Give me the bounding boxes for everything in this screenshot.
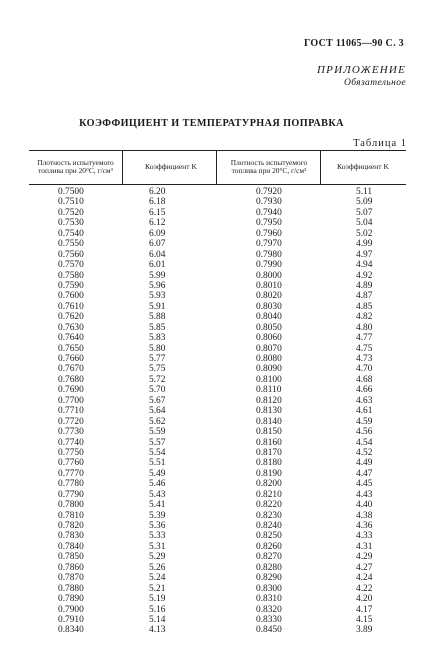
density-cell: 0.7760 (58, 458, 84, 469)
coefficient-cell: 4.47 (356, 468, 373, 479)
coefficient-cell: 4.29 (356, 552, 373, 563)
coefficient-cell: 5.33 (149, 531, 166, 542)
density-cell: 0.7830 (58, 531, 84, 542)
density-cell: 0.8110 (256, 385, 282, 396)
density-cell: 0.7580 (58, 270, 84, 281)
density-cell: 0.8240 (256, 521, 282, 531)
density-cell: 0.7820 (58, 521, 84, 531)
density-cell: 0.8060 (256, 333, 282, 344)
density-cell: 0.7510 (58, 197, 84, 208)
coefficient-cell: 6.01 (149, 260, 166, 271)
density-cell: 0.8040 (256, 312, 282, 323)
coefficient-cell: 5.09 (356, 197, 373, 208)
coefficient-cell: 4.36 (356, 521, 373, 531)
coefficient-cell: 4.75 (356, 343, 373, 354)
coefficient-cell: 5.80 (149, 343, 166, 354)
coefficient-cell: 5.70 (149, 385, 166, 396)
density-cell: 0.8150 (256, 427, 282, 438)
density-cell: 0.7920 (256, 187, 282, 197)
document-id: ГОСТ 11065—90 С. 3 (304, 38, 404, 49)
coefficient-cell: 3.89 (356, 625, 373, 636)
column-divider (320, 150, 321, 184)
density-cell: 0.8130 (256, 406, 282, 417)
density-column-left (58, 187, 84, 636)
coefficient-cell: 6.04 (149, 249, 166, 260)
density-cell: 0.7810 (58, 510, 84, 521)
density-cell: 0.8070 (256, 343, 282, 354)
density-cell: 0.7870 (58, 573, 84, 584)
density-cell: 0.8090 (256, 364, 282, 375)
density-cell: 0.7850 (58, 552, 84, 563)
density-cell: 0.7610 (58, 301, 84, 312)
density-cell: 0.7950 (256, 218, 282, 229)
coefficient-cell: 4.56 (356, 427, 373, 438)
coefficient-cell: 5.41 (149, 500, 166, 511)
coefficient-cell: 5.51 (149, 458, 166, 469)
density-cell: 0.8050 (256, 322, 282, 333)
density-cell: 0.7770 (58, 468, 84, 479)
coefficient-cell: 4.52 (356, 447, 373, 458)
density-cell: 0.7710 (58, 406, 84, 417)
density-cell: 0.7680 (58, 374, 84, 385)
density-cell: 0.7540 (58, 228, 84, 239)
coefficient-cell: 4.20 (356, 594, 373, 605)
density-cell: 0.7600 (58, 291, 84, 302)
coefficient-cell: 4.85 (356, 301, 373, 312)
coefficient-cell: 6.15 (149, 207, 166, 218)
density-cell: 0.7690 (58, 385, 84, 396)
coefficient-cell: 4.38 (356, 510, 373, 521)
coefficient-cell: 5.11 (356, 187, 373, 197)
header-density-left: Плотность испытуемого топлива при 20°С, г/см³ (37, 157, 114, 175)
coefficient-cell: 5.07 (356, 207, 373, 218)
coefficient-cell: 4.22 (356, 583, 373, 594)
table-header-rule (29, 184, 406, 185)
density-cell: 0.7980 (256, 249, 282, 260)
density-cell: 0.8220 (256, 500, 282, 511)
density-cell: 0.7910 (58, 614, 84, 625)
density-cell: 0.7590 (58, 280, 84, 291)
coefficient-cell: 4.89 (356, 280, 373, 291)
coefficient-cell: 4.49 (356, 458, 373, 469)
coefficient-cell: 5.02 (356, 228, 373, 239)
density-cell: 0.8170 (256, 447, 282, 458)
density-cell: 0.8330 (256, 614, 282, 625)
column-divider (122, 150, 123, 184)
coefficient-cell: 4.61 (356, 406, 373, 417)
coefficient-cell: 4.27 (356, 562, 373, 573)
coefficient-cell: 4.54 (356, 437, 373, 448)
density-cell: 0.7990 (256, 260, 282, 271)
header-density-right: Плотность испытуемого топлива при 20°С, г/см³ (230, 157, 308, 175)
density-cell: 0.8140 (256, 416, 282, 427)
coefficient-cell: 5.21 (149, 583, 166, 594)
density-cell: 0.7620 (58, 312, 84, 323)
density-cell: 0.8180 (256, 458, 282, 469)
coefficient-cell: 5.59 (149, 427, 166, 438)
density-cell: 0.7930 (256, 197, 282, 208)
coefficient-cell: 5.29 (149, 552, 166, 563)
density-cell: 0.7660 (58, 354, 84, 364)
appendix-title: ПРИЛОЖЕНИЕ (317, 64, 406, 76)
density-cell: 0.8270 (256, 552, 282, 563)
page-title: КОЭФФИЦИЕНТ И ТЕМПЕРАТУРНАЯ ПОПРАВКА (79, 118, 344, 129)
density-cell: 0.7970 (256, 239, 282, 250)
column-divider (216, 150, 217, 184)
coefficient-cell: 4.92 (356, 270, 373, 281)
density-cell: 0.7670 (58, 364, 84, 375)
coefficient-column-right (356, 187, 372, 636)
density-cell: 0.7880 (58, 583, 84, 594)
density-cell: 0.7560 (58, 249, 84, 260)
coefficient-cell: 5.75 (149, 364, 166, 375)
coefficient-cell: 4.59 (356, 416, 373, 427)
coefficient-cell: 5.57 (149, 437, 166, 448)
appendix-block (317, 64, 406, 90)
coefficient-cell: 4.40 (356, 500, 373, 511)
coefficient-cell: 4.13 (149, 625, 166, 636)
coefficient-cell: 4.33 (356, 531, 373, 542)
density-cell: 0.8310 (256, 594, 282, 605)
coefficient-cell: 6.18 (149, 197, 166, 208)
density-cell: 0.7960 (256, 228, 282, 239)
coefficient-cell: 4.97 (356, 249, 373, 260)
coefficient-cell: 5.72 (149, 374, 166, 385)
density-cell: 0.7550 (58, 239, 84, 250)
coefficient-cell: 5.88 (149, 312, 166, 323)
density-cell: 0.8250 (256, 531, 282, 542)
density-cell: 0.8020 (256, 291, 282, 302)
coefficient-cell: 5.49 (149, 468, 166, 479)
density-cell: 0.8120 (256, 395, 282, 406)
density-cell: 0.7840 (58, 541, 84, 552)
coefficient-cell: 4.45 (356, 479, 373, 490)
density-cell: 0.7750 (58, 447, 84, 458)
coefficient-cell: 5.64 (149, 406, 166, 417)
density-cell: 0.8000 (256, 270, 282, 281)
density-cell: 0.8080 (256, 354, 282, 364)
density-cell: 0.8010 (256, 280, 282, 291)
coefficient-cell: 4.31 (356, 541, 373, 552)
coefficient-cell: 4.70 (356, 364, 373, 375)
coefficient-cell: 5.24 (149, 573, 166, 584)
coefficient-cell: 4.24 (356, 573, 373, 584)
coefficient-cell: 6.20 (149, 187, 166, 197)
density-cell: 0.8280 (256, 562, 282, 573)
density-cell: 0.7800 (58, 500, 84, 511)
coefficient-cell: 5.96 (149, 280, 166, 291)
coefficient-cell: 5.54 (149, 447, 166, 458)
density-cell: 0.7650 (58, 343, 84, 354)
coefficient-cell: 5.19 (149, 594, 166, 605)
density-cell: 0.7890 (58, 594, 84, 605)
density-cell: 0.7940 (256, 207, 282, 218)
coefficient-column-left (149, 187, 165, 636)
coefficient-cell: 5.31 (149, 541, 166, 552)
coefficient-cell: 5.67 (149, 395, 166, 406)
density-cell: 0.7640 (58, 333, 84, 344)
coefficient-cell: 6.09 (149, 228, 166, 239)
coefficient-cell: 5.39 (149, 510, 166, 521)
density-cell: 0.7570 (58, 260, 84, 271)
coefficient-cell: 6.12 (149, 218, 166, 229)
header-coefficient-right: Коэффициент K (337, 161, 389, 171)
coefficient-cell: 5.62 (149, 416, 166, 427)
coefficient-cell: 5.36 (149, 521, 166, 531)
coefficient-cell: 4.99 (356, 239, 373, 250)
density-cell: 0.8290 (256, 573, 282, 584)
coefficient-cell: 5.46 (149, 479, 166, 490)
coefficient-cell: 4.68 (356, 374, 373, 385)
density-cell: 0.7730 (58, 427, 84, 438)
density-cell: 0.7900 (58, 604, 84, 615)
density-cell: 0.8260 (256, 541, 282, 552)
density-cell: 0.8300 (256, 583, 282, 594)
table-label: Таблица 1 (353, 138, 407, 149)
coefficient-cell: 4.73 (356, 354, 373, 364)
density-cell: 0.8200 (256, 479, 282, 490)
density-cell: 0.8450 (256, 625, 282, 636)
coefficient-cell: 5.85 (149, 322, 166, 333)
coefficient-cell: 4.80 (356, 322, 373, 333)
coefficient-cell: 5.77 (149, 354, 166, 364)
density-cell: 0.8340 (58, 625, 84, 636)
coefficient-cell: 5.14 (149, 614, 166, 625)
coefficient-cell: 5.16 (149, 604, 166, 615)
density-cell: 0.8100 (256, 374, 282, 385)
density-cell: 0.7780 (58, 479, 84, 490)
density-cell: 0.7700 (58, 395, 84, 406)
coefficient-cell: 4.66 (356, 385, 373, 396)
coefficient-cell: 4.15 (356, 614, 373, 625)
coefficient-cell: 4.77 (356, 333, 373, 344)
coefficient-cell: 4.94 (356, 260, 373, 271)
density-cell: 0.8160 (256, 437, 282, 448)
density-cell: 0.8320 (256, 604, 282, 615)
density-cell: 0.8210 (256, 489, 282, 500)
coefficient-cell: 6.07 (149, 239, 166, 250)
coefficient-cell: 5.99 (149, 270, 166, 281)
coefficient-cell: 4.82 (356, 312, 373, 323)
appendix-status: Обязательное (343, 78, 406, 88)
density-cell: 0.8030 (256, 301, 282, 312)
header-coefficient-left: Коэффициент K (145, 161, 197, 171)
coefficient-cell: 4.17 (356, 604, 373, 615)
coefficient-cell: 5.04 (356, 218, 373, 229)
density-column-right (256, 187, 282, 636)
density-cell: 0.8230 (256, 510, 282, 521)
coefficient-cell: 5.83 (149, 333, 166, 344)
density-cell: 0.7500 (58, 187, 84, 197)
density-cell: 0.7630 (58, 322, 84, 333)
density-cell: 0.7860 (58, 562, 84, 573)
density-cell: 0.7720 (58, 416, 84, 427)
density-cell: 0.7530 (58, 218, 84, 229)
density-cell: 0.7790 (58, 489, 84, 500)
coefficient-cell: 5.43 (149, 489, 166, 500)
coefficient-cell: 4.63 (356, 395, 373, 406)
coefficient-cell: 4.43 (356, 489, 373, 500)
coefficient-cell: 5.91 (149, 301, 166, 312)
density-cell: 0.8190 (256, 468, 282, 479)
coefficient-cell: 5.26 (149, 562, 166, 573)
coefficient-cell: 4.87 (356, 291, 373, 302)
density-cell: 0.7740 (58, 437, 84, 448)
coefficient-cell: 5.93 (149, 291, 166, 302)
density-cell: 0.7520 (58, 207, 84, 218)
